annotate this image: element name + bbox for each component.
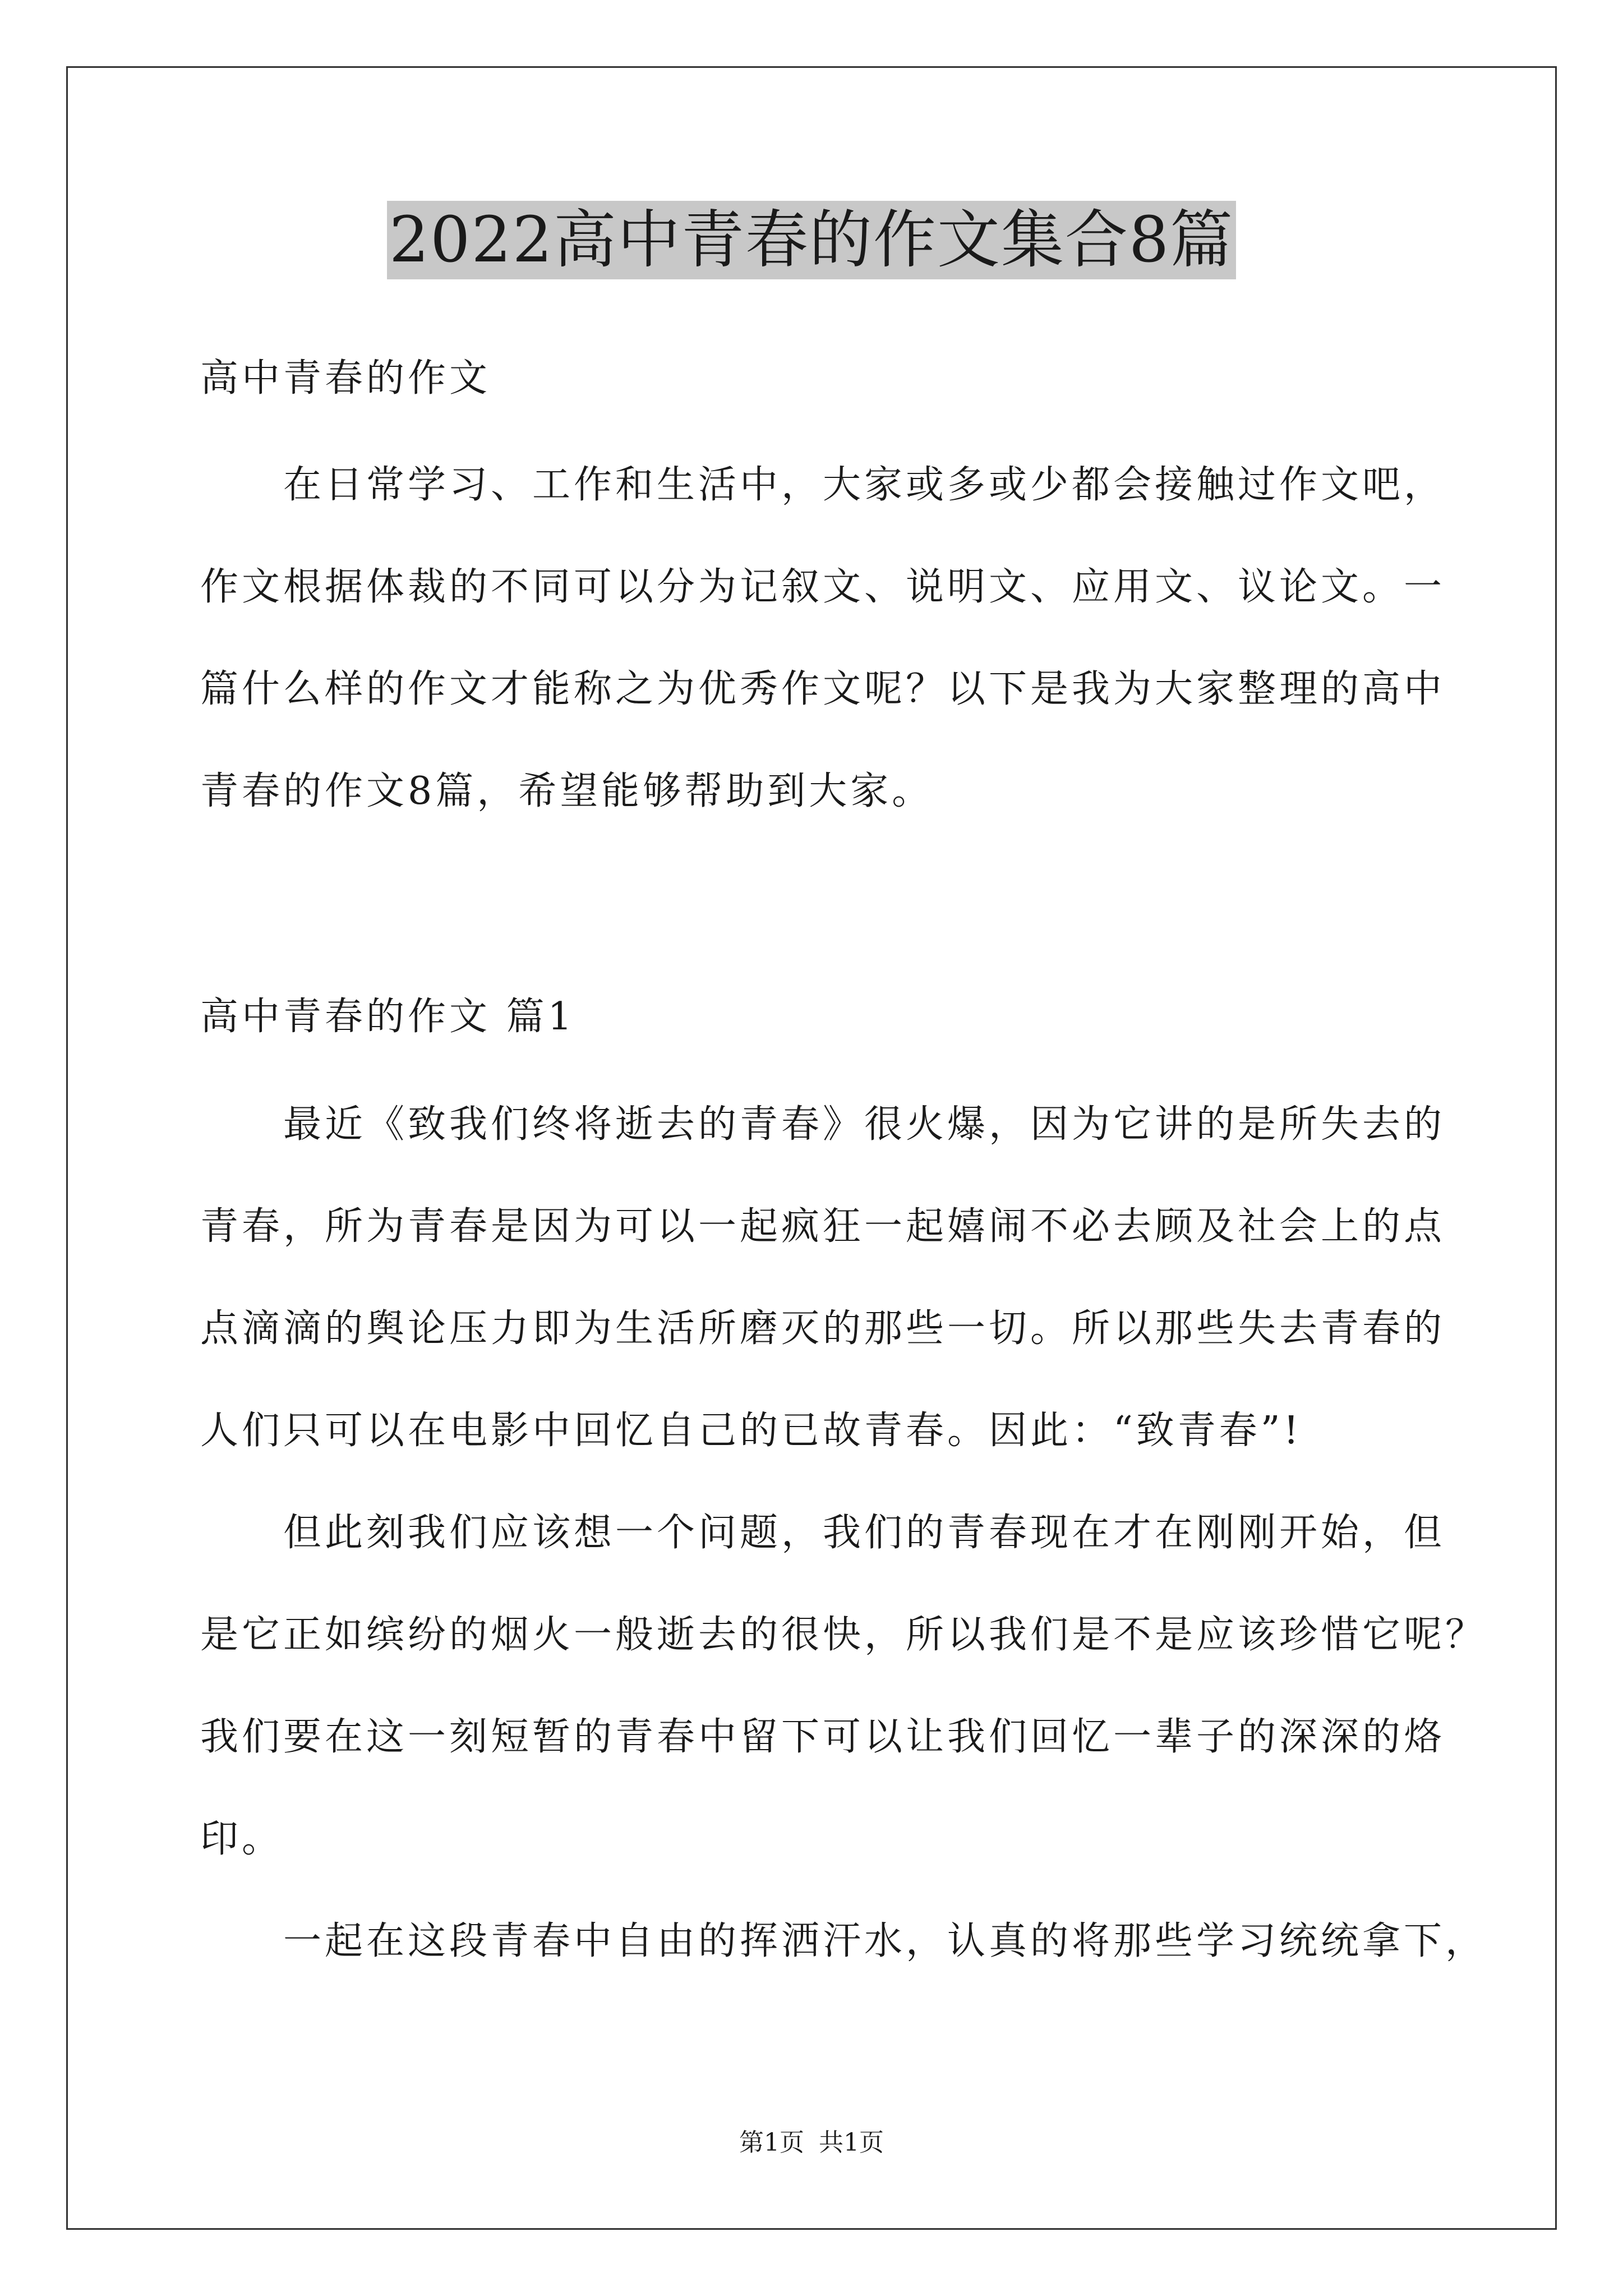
intro-line: 青春的作文8篇，希望能够帮助到大家。 [200,769,934,813]
intro-line: 作文根据体裁的不同可以分为记叙文、说明文、应用文、议论文。一 [200,565,1446,609]
title-block [200,201,1423,279]
paragraph-line: 一起在这段青春中自由的挥洒汗水，认真的将那些学习统统拿下， [283,1919,1487,1963]
page-footer [0,2126,1623,2160]
page-number-total: 共1页 [819,2128,884,2157]
paragraph-line: 青春，所为青春是因为可以一起疯狂一起嬉闹不必去顾及社会上的点 [200,1204,1446,1249]
intro-line: 篇什么样的作文才能称之为优秀作文呢？以下是我为大家整理的高中 [200,667,1446,711]
intro-line: 在日常学习、工作和生活中，大家或多或少都会接触过作文吧， [283,463,1446,507]
paragraph-line: 我们要在这一刻短暂的青春中留下可以让我们回忆一辈子的深深的烙 [200,1715,1446,1759]
paragraph-line: 是它正如缤纷的烟火一般逝去的很快，所以我们是不是应该珍惜它呢？ [200,1613,1487,1657]
page-number-current: 第1页 [739,2128,804,2157]
document-title: 2022高中青春的作文集合8篇 [387,201,1236,279]
section-heading: 高中青春的作文 篇1 [200,995,575,1039]
paragraph-line: 点滴滴的舆论压力即为生活所磨灭的那些一切。所以那些失去青春的 [200,1306,1446,1351]
paragraph-line: 印。 [200,1817,284,1861]
paragraph-line: 人们只可以在电影中回忆自己的已故青春。因此：“致青春”! [200,1409,1302,1453]
paragraph-line: 最近《致我们终将逝去的青春》很火爆，因为它讲的是所失去的 [283,1102,1446,1147]
intro-heading: 高中青春的作文 [200,356,491,401]
paragraph-line: 但此刻我们应该想一个问题，我们的青春现在才在刚刚开始，但 [283,1511,1446,1555]
